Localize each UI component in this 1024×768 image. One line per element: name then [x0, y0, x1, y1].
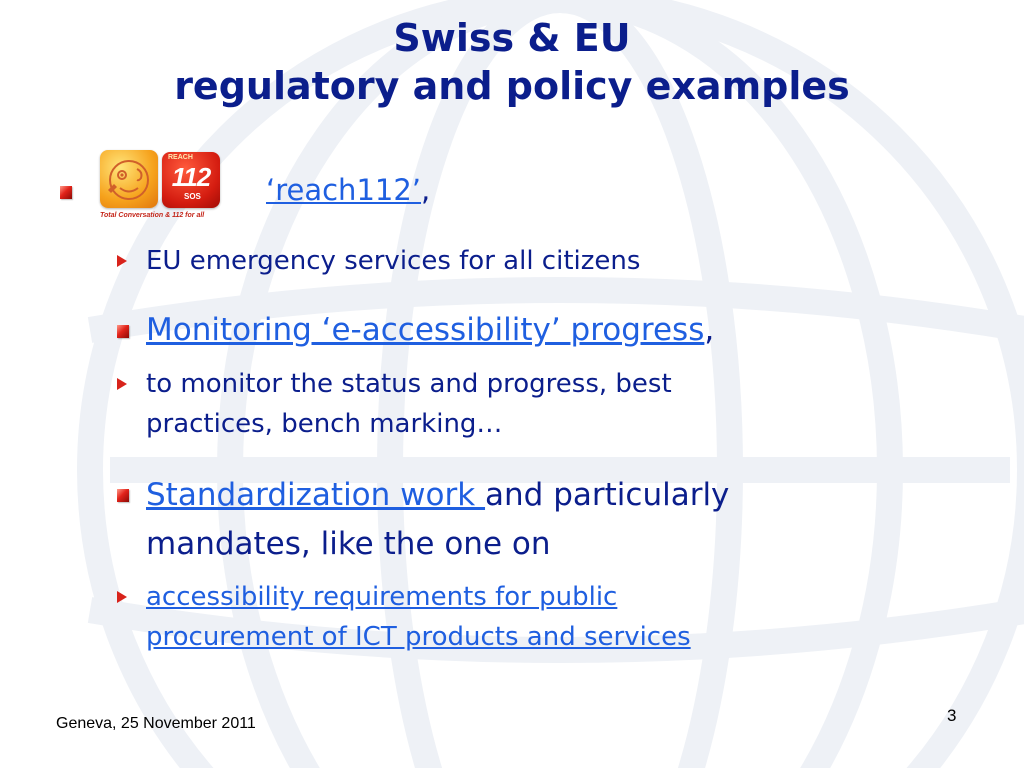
item-2-line	[146, 308, 714, 352]
item-1-suffix: ,	[421, 173, 431, 207]
reach112-badge	[162, 152, 220, 208]
item-3-sub-line-1[interactable]	[146, 577, 617, 617]
badge-number: 112	[171, 162, 211, 192]
bullet-square-icon	[117, 325, 129, 338]
bullet-arrow-icon	[117, 378, 127, 390]
item-3-line-2: mandates, like the one on	[146, 526, 551, 562]
bullet-arrow-icon	[117, 591, 127, 603]
bullet-square-icon	[117, 489, 129, 502]
slide-title	[0, 14, 1024, 110]
item-2-suffix: ,	[704, 312, 715, 348]
standardization-work-link[interactable]: Standardization work	[146, 477, 486, 513]
reach112-logo	[100, 150, 222, 225]
logo-tagline: Total Conversation & 112 for all	[100, 212, 205, 219]
badge-top-text: REACH	[168, 154, 193, 161]
title-line-1: Swiss & EU	[393, 16, 631, 60]
page-number: 3	[947, 706, 957, 725]
footer-date: Geneva, 25 November 2011	[56, 715, 256, 732]
bullet-square-icon	[60, 186, 72, 199]
item-3-suffix: and particularly	[485, 477, 730, 513]
ict-procurement-link[interactable]: procurement of ICT products and services	[146, 622, 691, 652]
title-line-2: regulatory and policy examples	[174, 64, 850, 108]
reach112-link[interactable]: ‘reach112’	[266, 173, 422, 207]
item-1-line	[224, 172, 430, 208]
item-3-line-1	[146, 473, 729, 517]
accessibility-requirements-link[interactable]: accessibility requirements for public	[146, 582, 618, 612]
item-2-sub-line-2: practices, bench marking…	[146, 409, 503, 439]
e-accessibility-link[interactable]: Monitoring ‘e-accessibility’ progress	[146, 312, 705, 348]
item-3-sub-line-2[interactable]	[146, 617, 691, 657]
bullet-arrow-icon	[117, 255, 127, 267]
item-2-sub-line-1: to monitor the status and progress, best	[146, 369, 672, 399]
badge-sub-text: SOS	[184, 192, 201, 201]
item-1-sub: EU emergency services for all citizens	[146, 246, 641, 276]
accessibility-face-icon	[100, 150, 158, 208]
